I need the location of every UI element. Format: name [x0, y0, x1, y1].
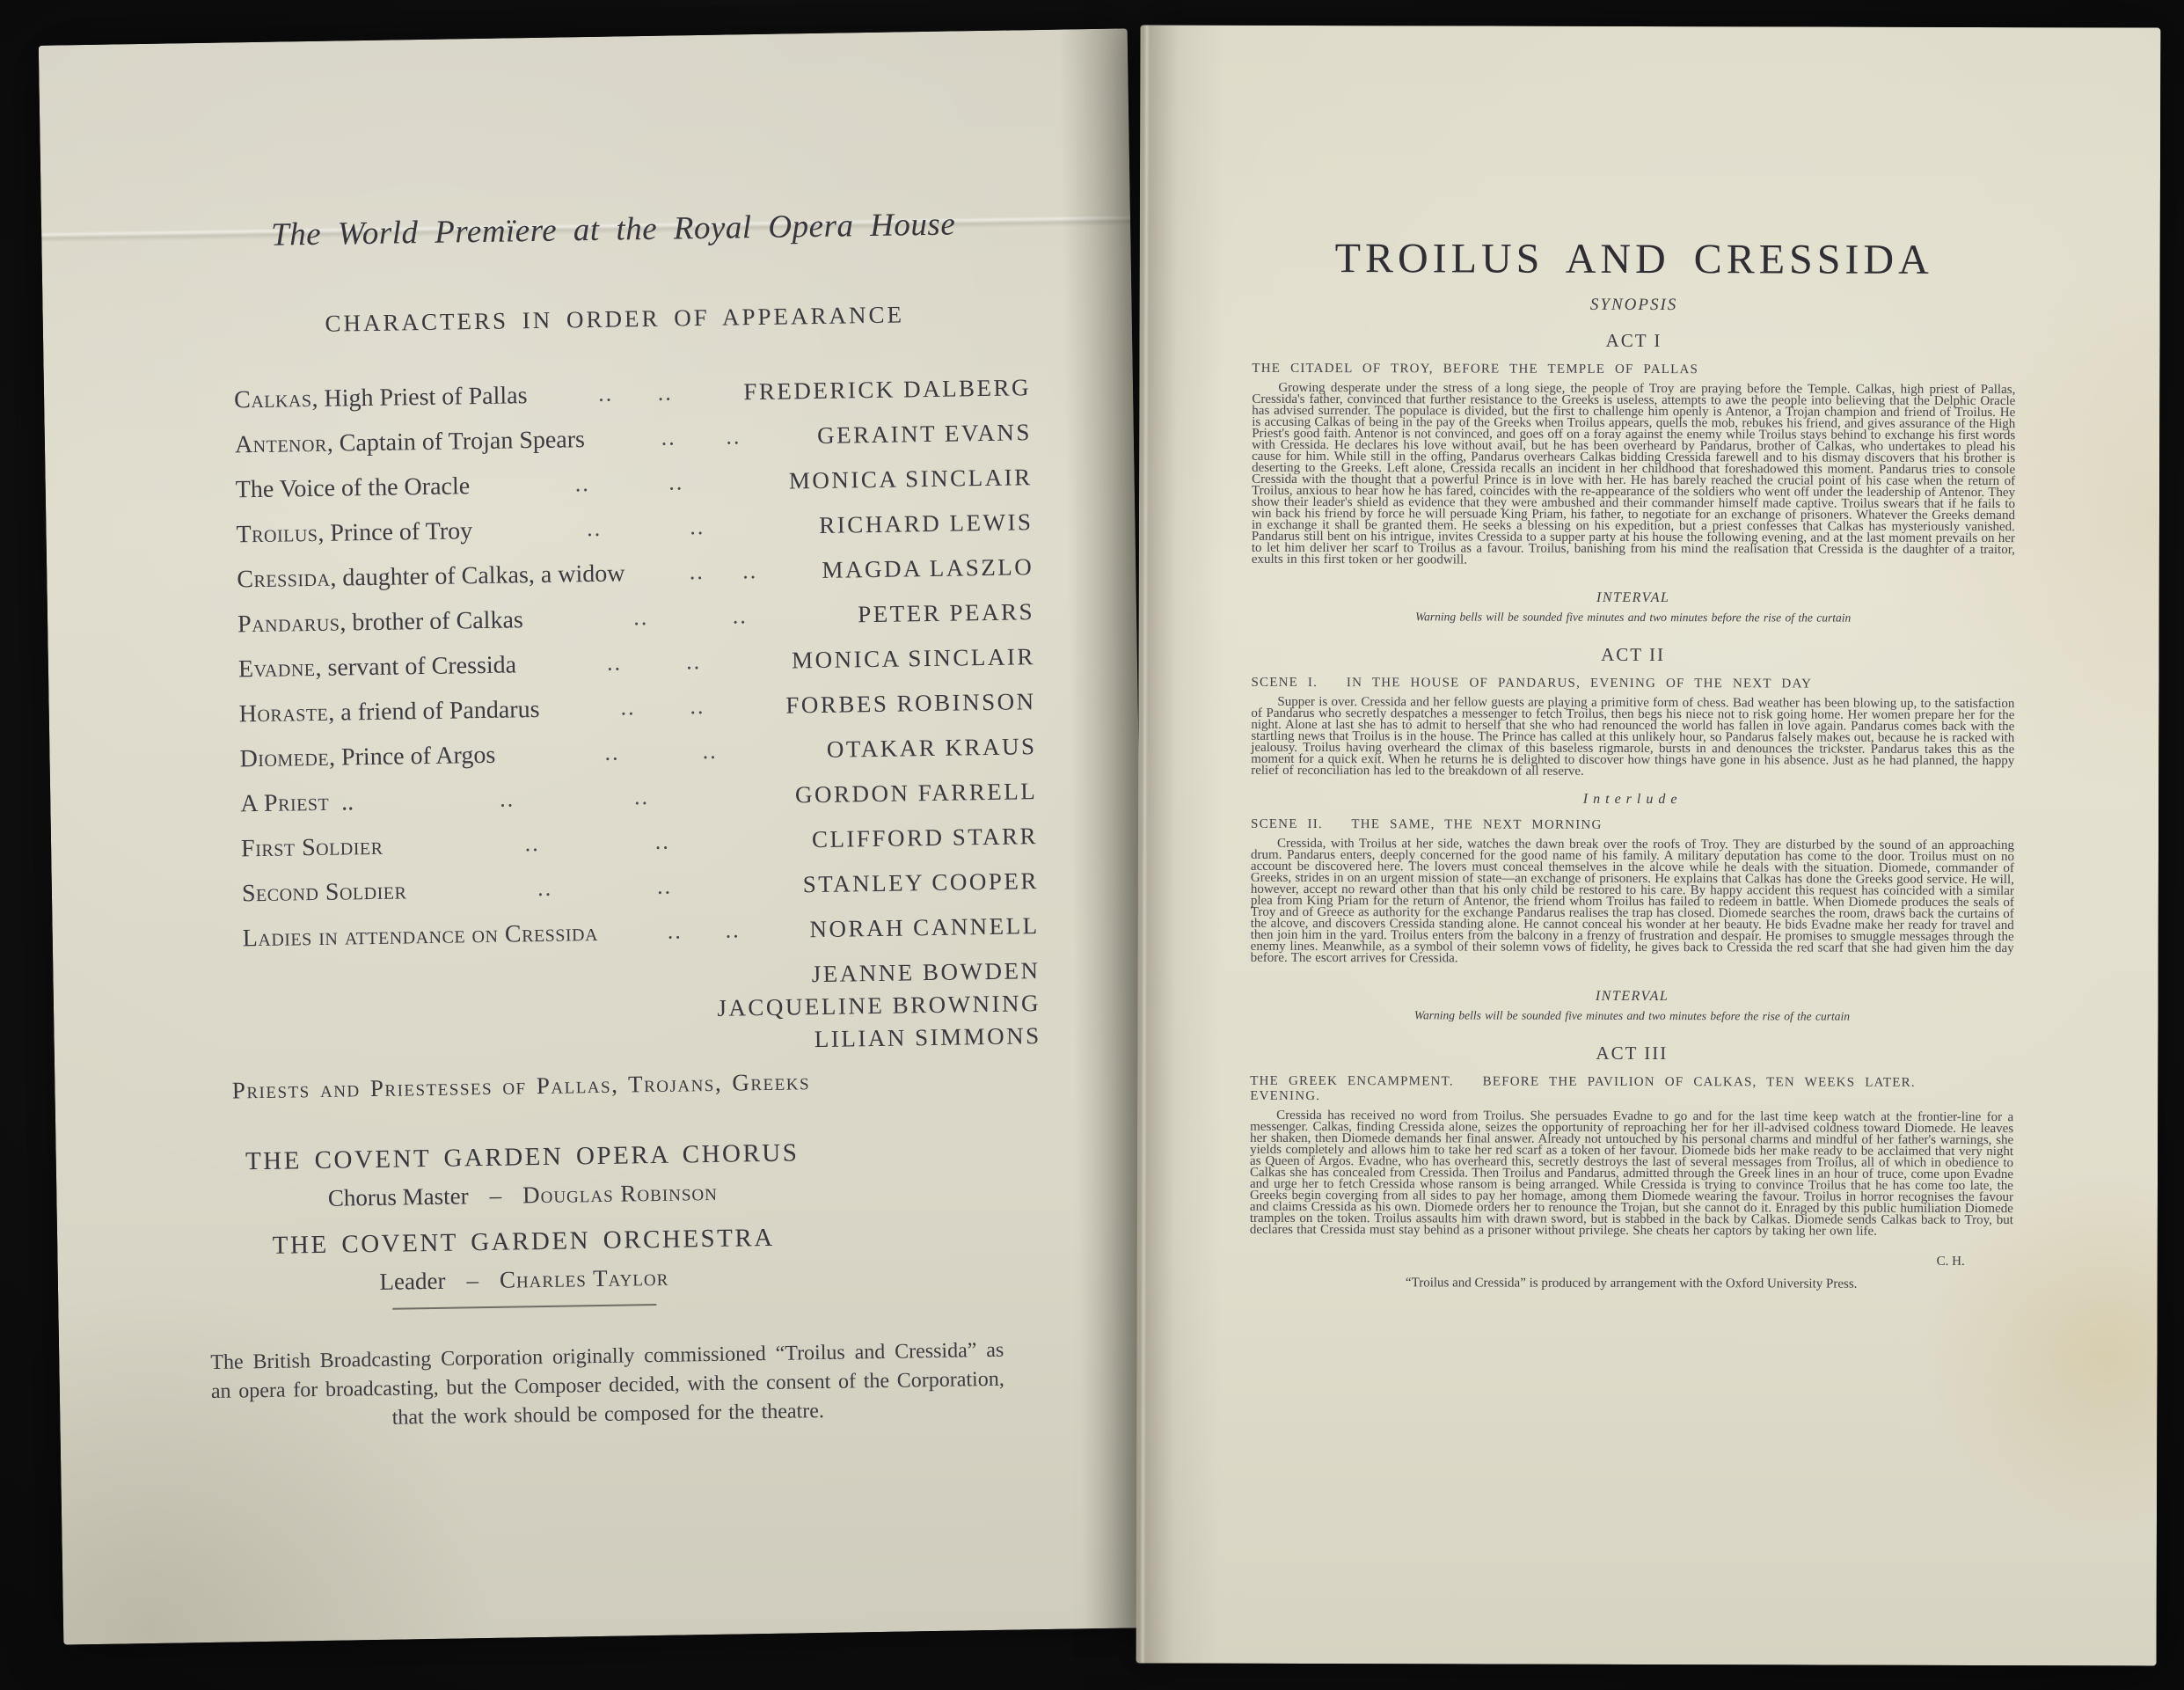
cast-list: [234, 374, 1041, 1067]
opera-title: TROILUS AND CRESSIDA: [1334, 235, 1933, 283]
premiere-title: The World Premïere at the Royal Opera House: [270, 206, 956, 253]
performer-name: CLIFFORD STARR: [811, 823, 1039, 853]
interval1-warning-note: Warning bells will be sounded five minutes and two minutes before the rise of the curtain: [1415, 610, 1852, 625]
dot-leaders: .. ..: [633, 603, 748, 631]
chorus-block: [171, 1138, 875, 1215]
performer-name: JACQUELINE BROWNING: [717, 990, 1041, 1021]
performer-name: PETER PEARS: [858, 598, 1035, 628]
act1-heading: ACT I: [1605, 329, 1662, 352]
dot-leaders: .. ..: [537, 873, 673, 902]
dot-leaders: .. ..: [689, 558, 758, 585]
chorus-title: THE COVENT GARDEN OPERA CHORUS: [245, 1138, 800, 1176]
performer-name: FORBES ROBINSON: [785, 688, 1036, 719]
performer-name: OTAKAR KRAUS: [826, 733, 1037, 763]
character-role: Horaste, a friend of Pandarus: [238, 695, 540, 728]
character-role: Pandarus, brother of Calkas: [237, 606, 524, 639]
orchestra-leader-line: [172, 1261, 876, 1299]
performer-name: MONICA SINCLAIR: [791, 643, 1036, 674]
dot-leaders: .. ..: [606, 648, 702, 676]
character-role: First Soldier: [240, 832, 383, 863]
performer-name: NORAH CANNELL: [809, 912, 1040, 943]
character-role: Calkas, High Priest of Pallas: [233, 382, 528, 414]
interlude-label: Interlude: [1582, 791, 1683, 808]
act1-synopsis-text: Growing desperate under the stress of a long siege, the people of Troy are praying before the Temple. Calkas, high priest of Pallas, Cressida's father, convinced that further resistance to the Greeks is useless, attempts to awe the people into believing that the Delphic Oracle has advised surrender. The populace is divided, but the first to challenge him openly is Antenor, a Trojan champion and friend of Troilus. He is accusing Calkas of being in the pay of the Greeks when Troilus appears, quells the mob, rebukes his friend, and gives assurance of the High Priest's good faith. Antenor is not convinced, and goes off on a foray against the enemy while Troilus stays behind to exchange his first words with Cressida. He declares his love without avail, but he has been overheard by Pandarus, brother of Calkas, who undertakes to plead his cause for him. While still in the offing, Pandarus overhears Calkas bidding Cressida farewell and to his dismay discovers that his brother is deserting to the Greeks. Left alone, Cressida recalls an incident in her childhood that foreshadowed this moment. Pandarus tries to console Cressida with the thought that a powerful Prince is in love with her. He has barely reached the crucial point of his case when the return of Troilus, anxious to hear how he has fared, coincides with the re-appearance of the soldiers who went off under the leadership of Antenor. They show their leader's shield as evidence that they were ambushed and their commander himself made captive. Troilus swears that if he fails to win back his friend by force he will persuade King Priam, his father, to negotiate for an exchange of prisoners. Whatever the Greeks demand in exchange it shall be granted them. He seeks a blessing on his expedition, but a priest confesses that Calkas has mysteriously vanished. Pandarus still bent on his intrigue, invites Cressida to a supper party at his house the following evening, and at the last moment prevails on her to let him deliver her scarf to Troilus as a favour. Troilus, banishing from his mind the realisation that Cressida is the daughter of a traitor, exults in this first token or her goodwill.: [1251, 380, 2016, 567]
left-page: [39, 28, 1152, 1644]
performer-name: STANLEY COOPER: [802, 867, 1040, 898]
act2-scene2-caption: SCENE II. THE SAME, THE NEXT MORNING: [1251, 816, 1603, 832]
dot-leaders: .. ..: [586, 514, 705, 542]
performer-name: MONICA SINCLAIR: [788, 464, 1033, 494]
character-role: Evadne, servant of Cressida: [237, 651, 517, 684]
performer-name: JEANNE BOWDEN: [811, 957, 1041, 988]
character-role: The Voice of the Oracle: [235, 472, 471, 504]
interval1-label: INTERVAL: [1596, 589, 1670, 606]
dot-leaders: .. ..: [661, 423, 741, 450]
dot-leaders: .. ..: [499, 784, 650, 812]
dot-leaders: .. ..: [574, 469, 684, 497]
character-role: Ladies in attendance on Cressida: [242, 918, 599, 953]
dot-leaders: .. ..: [667, 917, 741, 944]
dot-leaders: .. ..: [620, 693, 705, 721]
character-role: Antenor, Captain of Trojan Spears: [234, 426, 586, 459]
performer-name: GORDON FARRELL: [794, 778, 1038, 808]
dot-leaders: .. ..: [524, 828, 670, 857]
synopsis-content: [1250, 26, 2017, 1292]
chorus-master-line: [171, 1176, 874, 1215]
dot-leaders: .. ..: [604, 737, 718, 765]
performer-name: GERAINT EVANS: [816, 419, 1033, 449]
act3-synopsis-text: Cressida has received no word from Troilus. She persuades Evadne to go and for the last time keep watch at the frontier-line for a messenger. Calkas, finding Cressida alone, seizes the opportunity of reproaching her for her ill-advised coldness toward Diomede. He leaves her shaken, then Diomede demands her final answer. Already not untouched by his personal charms and mindful of her father's warnings, she yields completely and allows him to take her red scarf as a token of her favour. Diomede bids her make ready to be acclaimed that very night as Queen of Argos. Evadne, who has overheard this, secretly destroys the last of several messages from Troilus, all of which in obedience to Calkas she has concealed from Cressida. Then Troilus and Pandarus, admitted through the Greek lines in an hour of truce, come upon Evadne and urge her to fetch Cressida whose ransom is being arranged. While Cressida is trying to convince Troilus that he has come too late, the Greeks begin coverging from all sides to pay her homage, among them Diomede wearing the favour. Troilus in horror recognises the favour and claims Cressida as his own. Diomede orders her to renounce the Trojan, but she cannot do it. Enraged by this public humiliation Diomede tramples on the token. Troilus assaults him with drawn sword, but is stabbed in the back by Calkas. Diomede sends Calkas back to Troy, but declares that Cressida must stay behind as a prisoner without privilege. She cheats her captors by taking her own life.: [1249, 1108, 2014, 1239]
act3-heading: ACT III: [1596, 1042, 1669, 1064]
chorus-master-label: Chorus Master: [327, 1182, 469, 1211]
separator-dash: –: [489, 1182, 502, 1209]
oup-footnote: “Troilus and Cressida” is produced by arrangement with the Oxford University Press.: [1405, 1276, 1858, 1291]
orchestra-block: [172, 1222, 876, 1299]
chorus-master-name: Douglas Robinson: [522, 1178, 719, 1209]
performer-name: LILIAN SIMMONS: [814, 1022, 1041, 1053]
separator-dash: –: [466, 1267, 479, 1294]
act3-scene-caption: THE GREEK ENCAMPMENT. BEFORE THE PAVILION OF CALKAS, TEN WEEKS LATER. EVENING.: [1250, 1073, 1945, 1104]
act2-scene2-text: Cressida, with Troilus at her side, watches the dawn break over the roofs of Troy. They are disturbed by the sound of an approaching drum. Pandarus enters, deeply concerned for the good name of his family. A military deputation has come to the door. Troilus must on no account be discovered here. The lovers must conceal themselves in the alcove while he deals with the situation. Diomede, commander of Greeks, strides in on an urgent mission of state—an exchange of prisoners. He explains that Calkas has done the Greeks good service. He will, however, accept no reward other than that his only child be restored to his care. By happy accident this request has coincided with a similar plea from King Priam for the return of Antenor, the friend whom Troilus has failed to redeem in battle. When Diomede produces the seals of Troy and of Greece as authority for the exchange Pandarus realises the trap has closed. Diomede searches the room, draws back the curtains of the alcove, and discovers Cressida standing alone. He cannot conceal his wonder at her beauty. He bids Evadne make her ready for travel and then join him in the yard. Troilus enters from the balcony in a frenzy of frustration and despair. He promises to smuggle messages through the enemy lines. Meanwhile, as a symbol of their solemn vows of fidelity, he gives back to Cressida the red scarf that she had given him the day before. The escort arrives for Cressida.: [1250, 836, 2015, 966]
act2-scene1-caption: SCENE I. IN THE HOUSE OF PANDARUS, EVENING OF THE NEXT DAY: [1251, 675, 1813, 691]
character-role: A Priest ..: [240, 788, 354, 818]
synopsis-label: SYNOPSIS: [1589, 295, 1678, 315]
character-role: Second Soldier: [241, 877, 407, 908]
author-initials: C. H.: [1936, 1254, 1965, 1269]
leader-name: Charles Taylor: [499, 1263, 669, 1293]
act1-scene-caption: THE CITADEL OF TROY, BEFORE THE TEMPLE OF PALLAS: [1252, 361, 1699, 377]
interval2-warning-note: Warning bells will be sounded five minutes and two minutes before the rise of the curtain: [1413, 1008, 1851, 1023]
characters-heading: CHARACTERS IN ORDER OF APPEARANCE: [325, 301, 905, 337]
leader-label: Leader: [379, 1267, 446, 1295]
performer-name: FREDERICK DALBERG: [743, 374, 1032, 406]
performer-name: MAGDA LASZLO: [822, 553, 1034, 583]
orchestra-title: THE COVENT GARDEN ORCHESTRA: [272, 1223, 775, 1260]
character-role: Troilus, Prince of Troy: [236, 517, 473, 549]
dot-leaders: .. ..: [597, 379, 673, 406]
bbc-commission-note: The British Broadcasting Corporation originally commissioned “Troilus and Cressida” as an opera for broadcasting, but the Composer decided, with the consent of the Corporation, that the work should be composed for the theatre.: [210, 1338, 1004, 1430]
act2-heading: ACT II: [1601, 643, 1666, 666]
divider-rule: [392, 1304, 656, 1310]
ensemble-line: Priests and Priestesses of Pallas, Trojans, Greeks: [231, 1068, 811, 1104]
performer-name: RICHARD LEWIS: [818, 508, 1034, 538]
right-page: [1136, 25, 2161, 1665]
interval2-label: INTERVAL: [1595, 988, 1669, 1005]
act2-scene1-text: Supper is over. Cressida and her fellow guests are playing a primitive form of chess. Bad weather has been blowing up, to the satisfaction of Pandarus who secretly despatches a messenger to fetch Troilus, then begs his niece not to risk going home. Her women prepare her for the night. Alone at last she has to admit to herself that she who had renounced the world has fallen in love again. Pandarus comes back with the startling news that Troilus is in the house. The Prince has called at this unlikely hour, so Pandarus falsely makes out, because he is racked with jealousy. Troilus having overheard the climax of this baseless rigmarole, bursts in and denounces the trickster. Pandarus takes this as the moment for a quick exit. When he returns he is delighted to discover how things have gone in his absence. Just as he had planned, the happy relief of reconciliation has led to the breakdown of all reserve.: [1251, 694, 2015, 779]
character-role: Diomede, Prince of Argos: [239, 741, 496, 773]
character-role: Cressida, daughter of Calkas, a widow: [237, 560, 625, 594]
